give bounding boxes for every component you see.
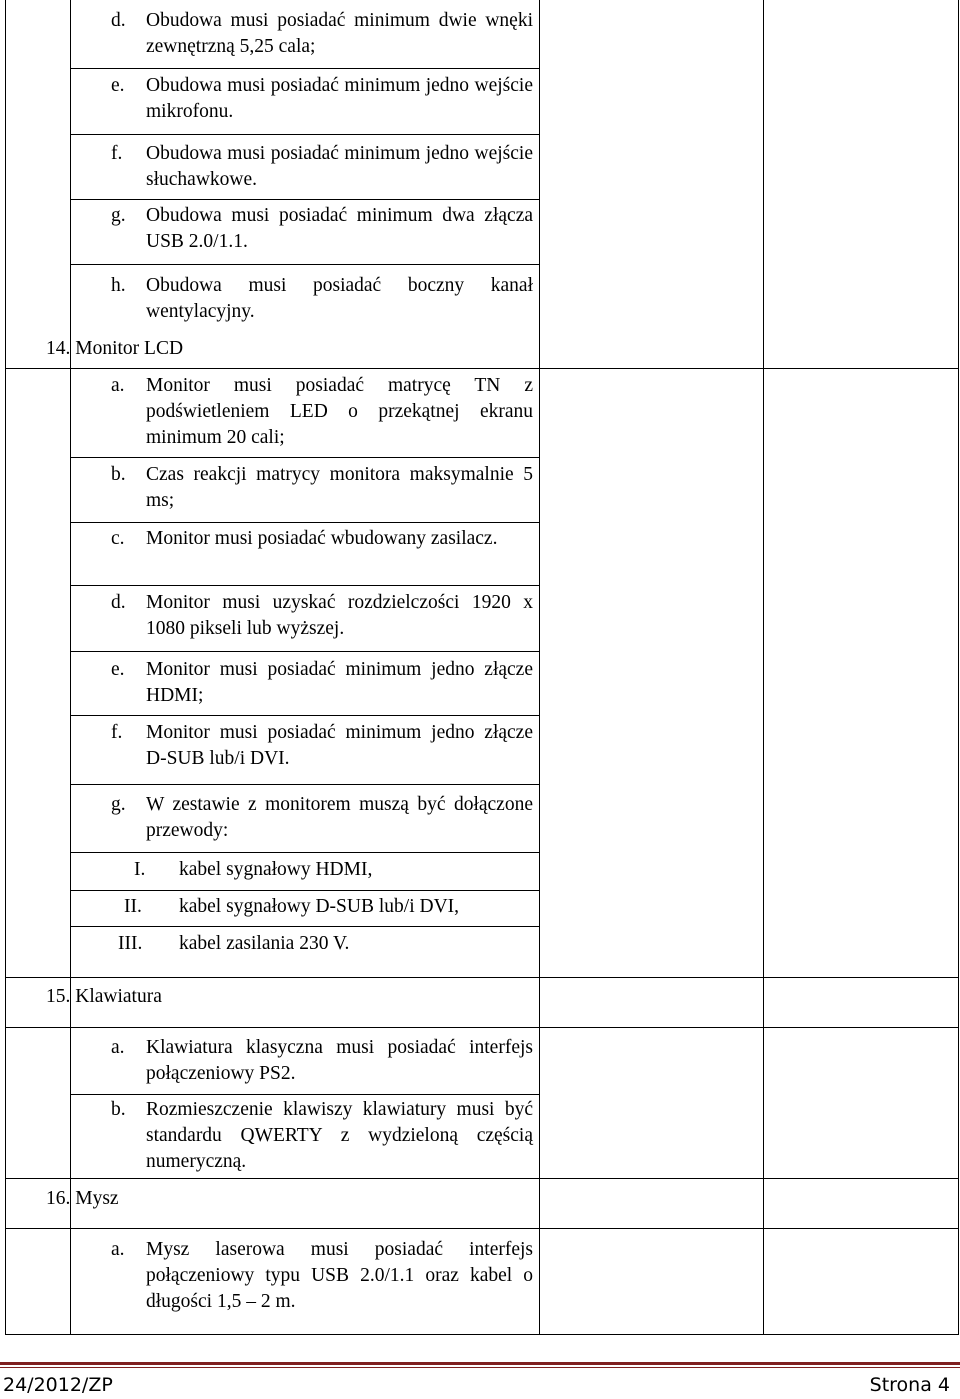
item-text: Monitor musi posiadać minimum jedno złącze D-SUB lub/i DVI. bbox=[146, 722, 533, 769]
list-item bbox=[111, 273, 533, 325]
row-divider bbox=[5, 368, 958, 369]
list-item bbox=[111, 792, 533, 844]
cell-divider bbox=[70, 68, 539, 69]
cable-text: kabel sygnałowy HDMI, bbox=[179, 859, 373, 880]
list-item bbox=[111, 203, 533, 255]
item-label: h. bbox=[111, 275, 126, 296]
inner-column-divider bbox=[70, 0, 71, 1335]
list-item bbox=[111, 373, 533, 451]
item-label: f. bbox=[111, 143, 123, 164]
cable-number: II. bbox=[124, 896, 142, 917]
item-text: Monitor musi uzyskać rozdzielczości 1920 x 1080 pikseli lub wyższej. bbox=[146, 592, 533, 639]
item-text: Mysz laserowa musi posiadać interfejs połączeniowy typu USB 2.0/1.1 oraz kabel o długości 1,5 – 2 m. bbox=[146, 1239, 533, 1312]
item-label: a. bbox=[111, 375, 125, 396]
list-item bbox=[111, 73, 533, 125]
cell-divider bbox=[70, 522, 539, 523]
item-text: Monitor musi posiadać wbudowany zasilacz. bbox=[146, 528, 498, 549]
list-item bbox=[111, 720, 533, 772]
item-label: f. bbox=[111, 722, 123, 743]
section-title-monitor: 14. Monitor LCD bbox=[46, 338, 184, 359]
item-text: Monitor musi posiadać matrycę TN z podświetleniem LED o przekątnej ekranu minimum 20 cali; bbox=[146, 375, 533, 448]
item-label: b. bbox=[111, 464, 126, 485]
cell-divider bbox=[70, 1094, 539, 1095]
column-divider bbox=[763, 0, 764, 1335]
list-item bbox=[111, 657, 533, 709]
row-divider bbox=[5, 1178, 958, 1179]
row-divider bbox=[5, 1027, 958, 1028]
item-text: Obudowa musi posiadać minimum jedno wejście słuchawkowe. bbox=[146, 143, 533, 190]
item-text: Monitor musi posiadać minimum jedno złącze HDMI; bbox=[146, 659, 533, 706]
cell-divider bbox=[70, 890, 539, 891]
table-border-left bbox=[5, 0, 6, 1335]
item-label: c. bbox=[111, 528, 125, 549]
cable-text: kabel sygnałowy D-SUB lub/i DVI, bbox=[179, 896, 460, 917]
column-divider bbox=[539, 0, 540, 1335]
item-label: g. bbox=[111, 794, 126, 815]
list-item bbox=[111, 590, 533, 642]
item-label: d. bbox=[111, 10, 126, 31]
document-id: 24/2012/ZP bbox=[3, 1374, 113, 1396]
table-border-bottom bbox=[5, 1334, 958, 1335]
cell-divider bbox=[70, 457, 539, 458]
list-item bbox=[111, 8, 533, 60]
cable-number: III. bbox=[118, 933, 143, 954]
page-number: Strona 4 bbox=[869, 1374, 950, 1396]
row-divider bbox=[5, 1228, 958, 1229]
item-text: Czas reakcji matrycy monitora maksymalnie 5 ms; bbox=[146, 464, 533, 511]
cell-divider bbox=[70, 134, 539, 135]
cell-divider bbox=[70, 784, 539, 785]
item-label: g. bbox=[111, 205, 126, 226]
cell-divider bbox=[70, 852, 539, 853]
cell-divider bbox=[70, 926, 539, 927]
list-item bbox=[111, 1035, 533, 1087]
list-item bbox=[111, 141, 533, 193]
section-title-mouse: 16. Mysz bbox=[46, 1188, 119, 1209]
item-label: a. bbox=[111, 1037, 125, 1058]
item-text: Obudowa musi posiadać minimum dwie wnęki zewnętrzną 5,25 cala; bbox=[146, 10, 533, 57]
cell-divider bbox=[70, 651, 539, 652]
list-item bbox=[111, 1097, 533, 1175]
footer-rule bbox=[0, 1362, 960, 1365]
row-divider bbox=[5, 977, 958, 978]
footer-rule bbox=[0, 1367, 960, 1368]
item-label: e. bbox=[111, 75, 125, 96]
list-item bbox=[111, 1237, 533, 1315]
item-label: a. bbox=[111, 1239, 125, 1260]
item-text: W zestawie z monitorem muszą być dołączone przewody: bbox=[146, 794, 533, 841]
item-text: Rozmieszczenie klawiszy klawiatury musi być standardu QWERTY z wydzieloną częścią numeryczną. bbox=[146, 1099, 533, 1172]
item-label: b. bbox=[111, 1099, 126, 1120]
cable-text: kabel zasilania 230 V. bbox=[179, 933, 350, 954]
cell-divider bbox=[70, 585, 539, 586]
item-text: Klawiatura klasyczna musi posiadać interfejs połączeniowy PS2. bbox=[146, 1037, 533, 1084]
item-label: e. bbox=[111, 659, 125, 680]
table-border-right bbox=[958, 0, 959, 1335]
cell-divider bbox=[70, 715, 539, 716]
item-text: Obudowa musi posiadać minimum jedno wejście mikrofonu. bbox=[146, 75, 533, 122]
list-item bbox=[111, 462, 533, 514]
item-text: Obudowa musi posiadać boczny kanał wentylacyjny. bbox=[146, 275, 533, 322]
cell-divider bbox=[70, 199, 539, 200]
item-text: Obudowa musi posiadać minimum dwa złącza USB 2.0/1.1. bbox=[146, 205, 533, 252]
item-label: d. bbox=[111, 592, 126, 613]
cable-number: I. bbox=[134, 859, 146, 880]
cell-divider bbox=[70, 264, 539, 265]
list-item bbox=[111, 526, 533, 552]
section-title-keyboard: 15. Klawiatura bbox=[46, 986, 162, 1007]
